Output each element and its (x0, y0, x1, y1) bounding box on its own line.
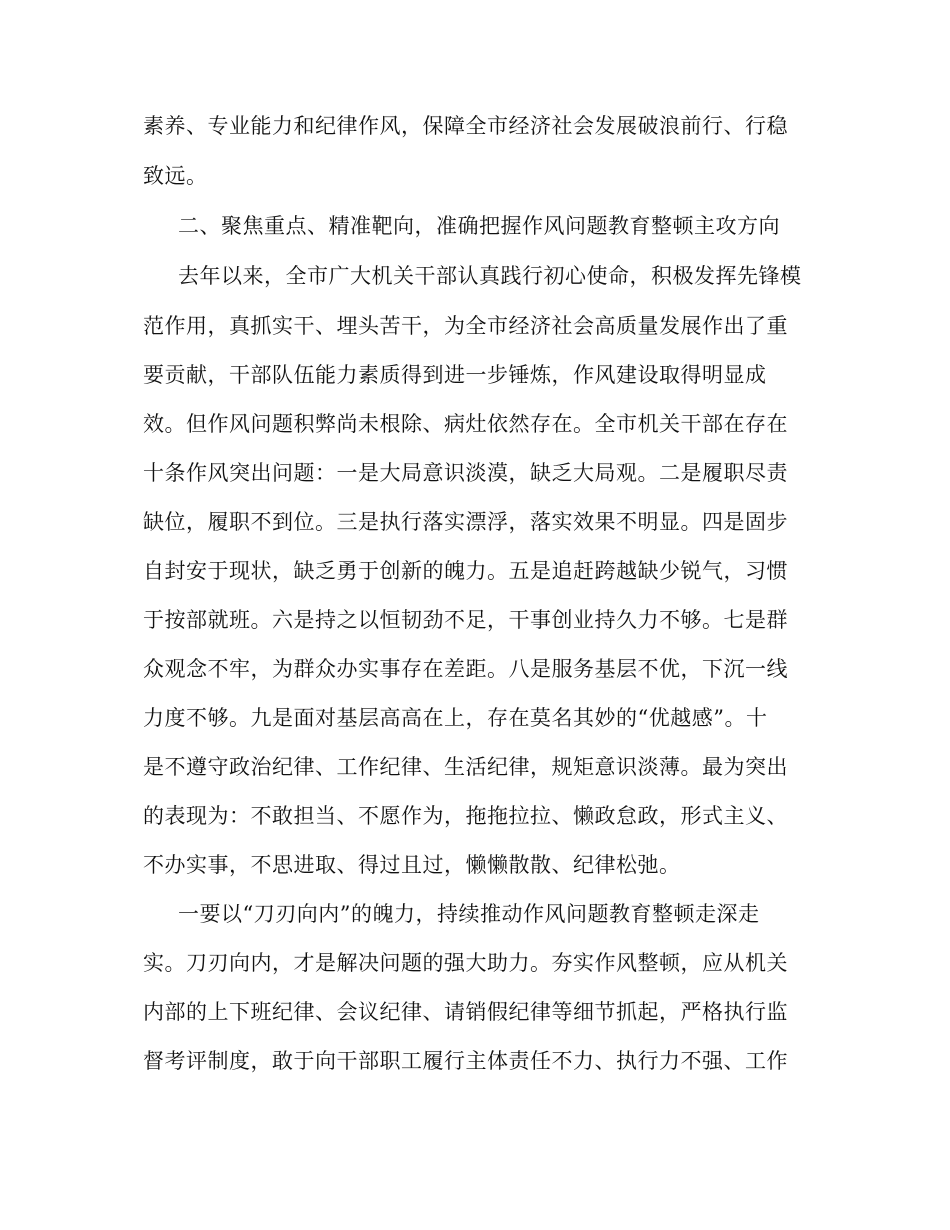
text-line: 素养、专业能力和纪律作风，保障全市经济社会发展破浪前行、行稳 (143, 114, 788, 138)
text-line: 范作用，真抓实干、埋头苦干，为全市经济社会高质量发展作出了重 (143, 314, 788, 338)
text-line: 缺位，履职不到位。三是执行落实漂浮，落实效果不明显。四是固步 (143, 510, 788, 534)
text-line: 的表现为：不敢担当、不愿作为，拖拖拉拉、懒政怠政，形式主义、 (143, 804, 788, 828)
text-line: 督考评制度，敢于向干部职工履行主体责任不力、执行力不强、工作 (143, 1049, 788, 1073)
text-line: 致远。 (143, 164, 208, 188)
section-heading: 二、聚焦重点、精准靶向，准确把握作风问题教育整顿主攻方向 (178, 214, 780, 238)
text-line: 众观念不牢，为群众办实事存在差距。八是服务基层不优，下沉一线 (143, 657, 788, 681)
text-line: 力度不够。九是面对基层高高在上，存在莫名其妙的“优越感”。十 (143, 706, 768, 730)
text-line: 是不遵守政治纪律、工作纪律、生活纪律，规矩意识淡薄。最为突出 (143, 755, 788, 779)
text-line: 内部的上下班纪律、会议纪律、请销假纪律等细节抓起，严格执行监 (143, 1000, 788, 1024)
text-line: 一要以“刀刃向内”的魄力，持续推动作风问题教育整顿走深走 (178, 902, 760, 926)
text-line: 实。刀刃向内，才是解决问题的强大助力。夯实作风整顿，应从机关 (143, 951, 788, 975)
text-line: 自封安于现状，缺乏勇于创新的魄力。五是追赶跨越缺少锐气，习惯 (143, 559, 788, 583)
text-line: 十条作风突出问题：一是大局意识淡漠，缺乏大局观。二是履职尽责 (143, 461, 788, 485)
text-line: 不办实事，不思进取、得过且过，懒懒散散、纪律松弛。 (143, 853, 681, 877)
text-line: 要贡献，干部队伍能力素质得到进一步锤炼，作风建设取得明显成 (143, 363, 767, 387)
text-line: 效。但作风问题积弊尚未根除、病灶依然存在。全市机关干部在存在 (143, 412, 788, 436)
text-line: 去年以来，全市广大机关干部认真践行初心使命，积极发挥先锋模 (178, 264, 802, 288)
text-line: 于按部就班。六是持之以恒韧劲不足，干事创业持久力不够。七是群 (143, 608, 788, 632)
